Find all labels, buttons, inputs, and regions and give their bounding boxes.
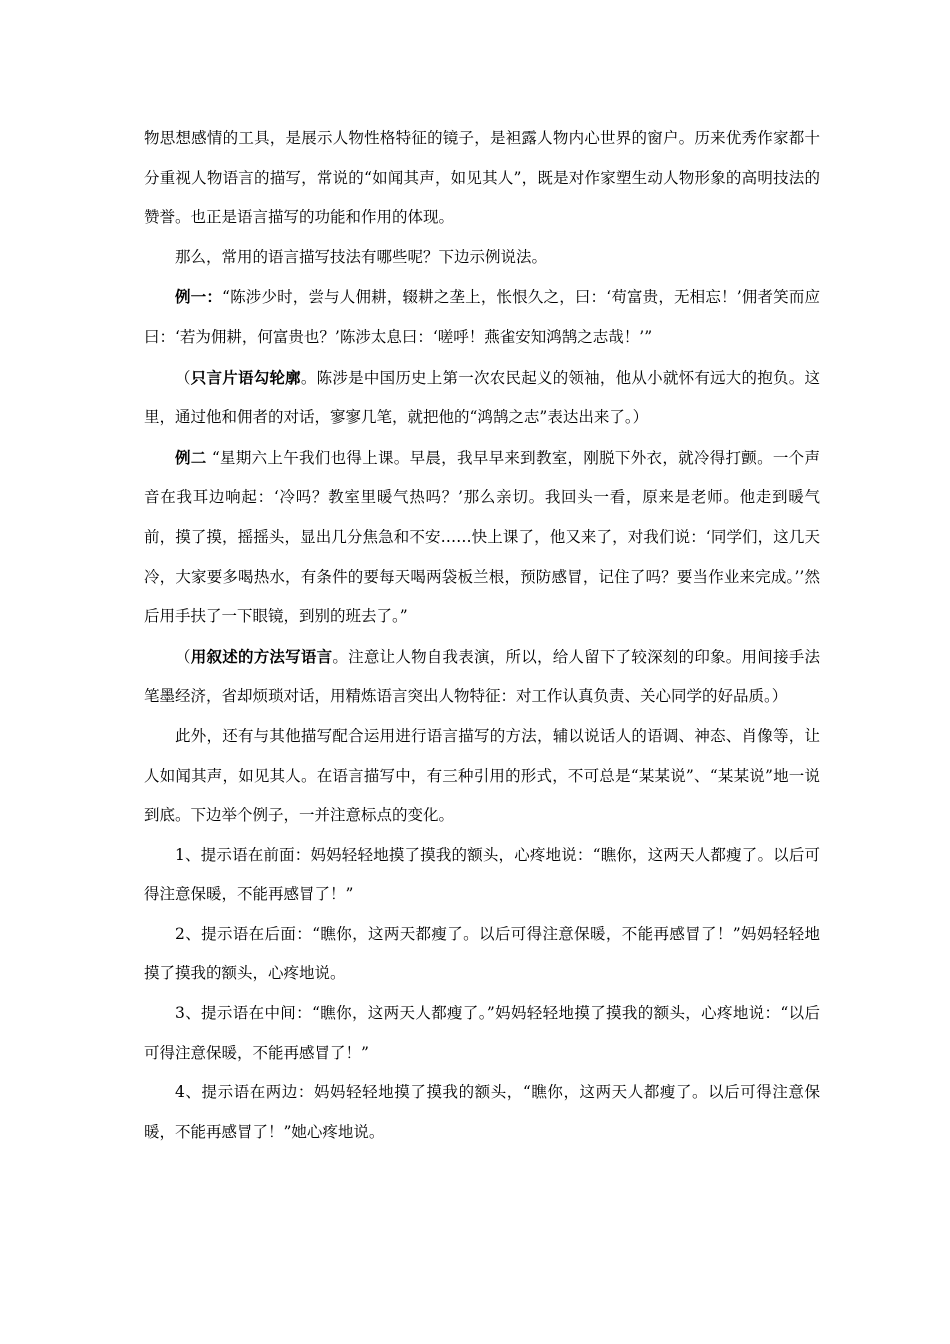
note-1-label: 只言片语勾轮廓 xyxy=(190,367,301,387)
list-item-4: 4、提示语在两边：妈妈轻轻地摸了摸我的额头，“瞧你，这两天人都瘦了。以后可得注意保暖，不能再感冒了！”她心疼地说。 xyxy=(144,1083,820,1141)
text-column xyxy=(144,119,820,1152)
paragraph-example-2 xyxy=(144,438,820,637)
paragraph-note-2 xyxy=(144,637,820,717)
example-1-text: “陈涉少时，尝与人佣耕，辍耕之垄上，怅恨久之，曰：‘苟富贵，无相忘！’佣者笑而应曰：‘若为佣耕，何富贵也？’陈涉太息曰：‘嗟呼！燕雀安知鸿鹄之志哉！’” xyxy=(144,288,820,346)
note-2-open-paren: （ xyxy=(175,647,191,666)
list-item-2: 2、提示语在后面：“瞧你，这两天都瘦了。以后可得注意保暖，不能再感冒了！”妈妈轻轻地摸了摸我的额头，心疼地说。 xyxy=(144,924,820,983)
paragraph-example-1 xyxy=(144,277,820,357)
paragraph-note-1 xyxy=(144,358,820,438)
example-2-label: 例二 xyxy=(175,447,207,467)
example-1-label: 例一： xyxy=(175,287,223,307)
paragraph-besides: 此外，还有与其他描写配合运用进行语言描写的方法，辅以说话人的语调、神态、肖像等，让人如闻其声，如见其人。在语言描写中，有三种引用的形式，不可总是“某某说”、“某某说”地一说到底。下边举个例子，一并注意标点的变化。 xyxy=(144,726,820,825)
note-2-label: 用叙述的方法写语言 xyxy=(190,646,333,666)
paragraph-intro: 物思想感情的工具，是展示人物性格特征的镜子，是袒露人物内心世界的窗户。历来优秀作家都十分重视人物语言的描写，常说的“如闻其声，如见其人”，既是对作家塑生动人物形象的高明技法的赞誉。也正是语言描写的功能和作用的体现。 xyxy=(144,129,820,227)
list-item-3: 3、提示语在中间：“瞧你，这两天人都瘦了。”妈妈轻轻地摸了摸我的额头，心疼地说：“以后可得注意保暖，不能再感冒了！” xyxy=(144,1004,820,1062)
note-1-text: 。陈涉是中国历史上第一次农民起义的领袖，他从小就怀有远大的抱负。这里，通过他和佣者的对话，寥寥几笔，就把他的“鸿鹄之志”表达出来了。） xyxy=(144,368,820,427)
list-item-1: 1、提示语在前面：妈妈轻轻地摸了摸我的额头，心疼地说：“瞧你，这两天人都瘦了。以后可得注意保暖，不能再感冒了！” xyxy=(144,845,820,904)
note-2-text: 。注意让人物自我表演，所以，给人留下了较深刻的印象。用间接手法笔墨经济，省却烦琐对话，用精炼语言突出人物特征：对工作认真负责、关心同学的好品质。） xyxy=(144,647,820,706)
example-2-text: “星期六上午我们也得上课。早晨，我早早来到教室，刚脱下外衣，就冷得打颤。一个声音在我耳边响起：‘冷吗？教室里暖气热吗？’那么亲切。我回头一看，原来是老师。他走到暖气前，摸了摸，摇摇头，显出几分焦急和不安……快上课了，他又来了，对我们说：‘同学们，这几天冷，大家要多喝热水，有条件的要每天喝两袋板兰根，预防感冒，记住了吗？要当作业来完成。’’然后用手扶了一下眼镜，到别的班去了。” xyxy=(144,448,820,626)
paragraph-question: 那么，常用的语言描写技法有哪些呢？下边示例说法。 xyxy=(175,247,548,266)
note-1-open-paren: （ xyxy=(175,368,191,387)
